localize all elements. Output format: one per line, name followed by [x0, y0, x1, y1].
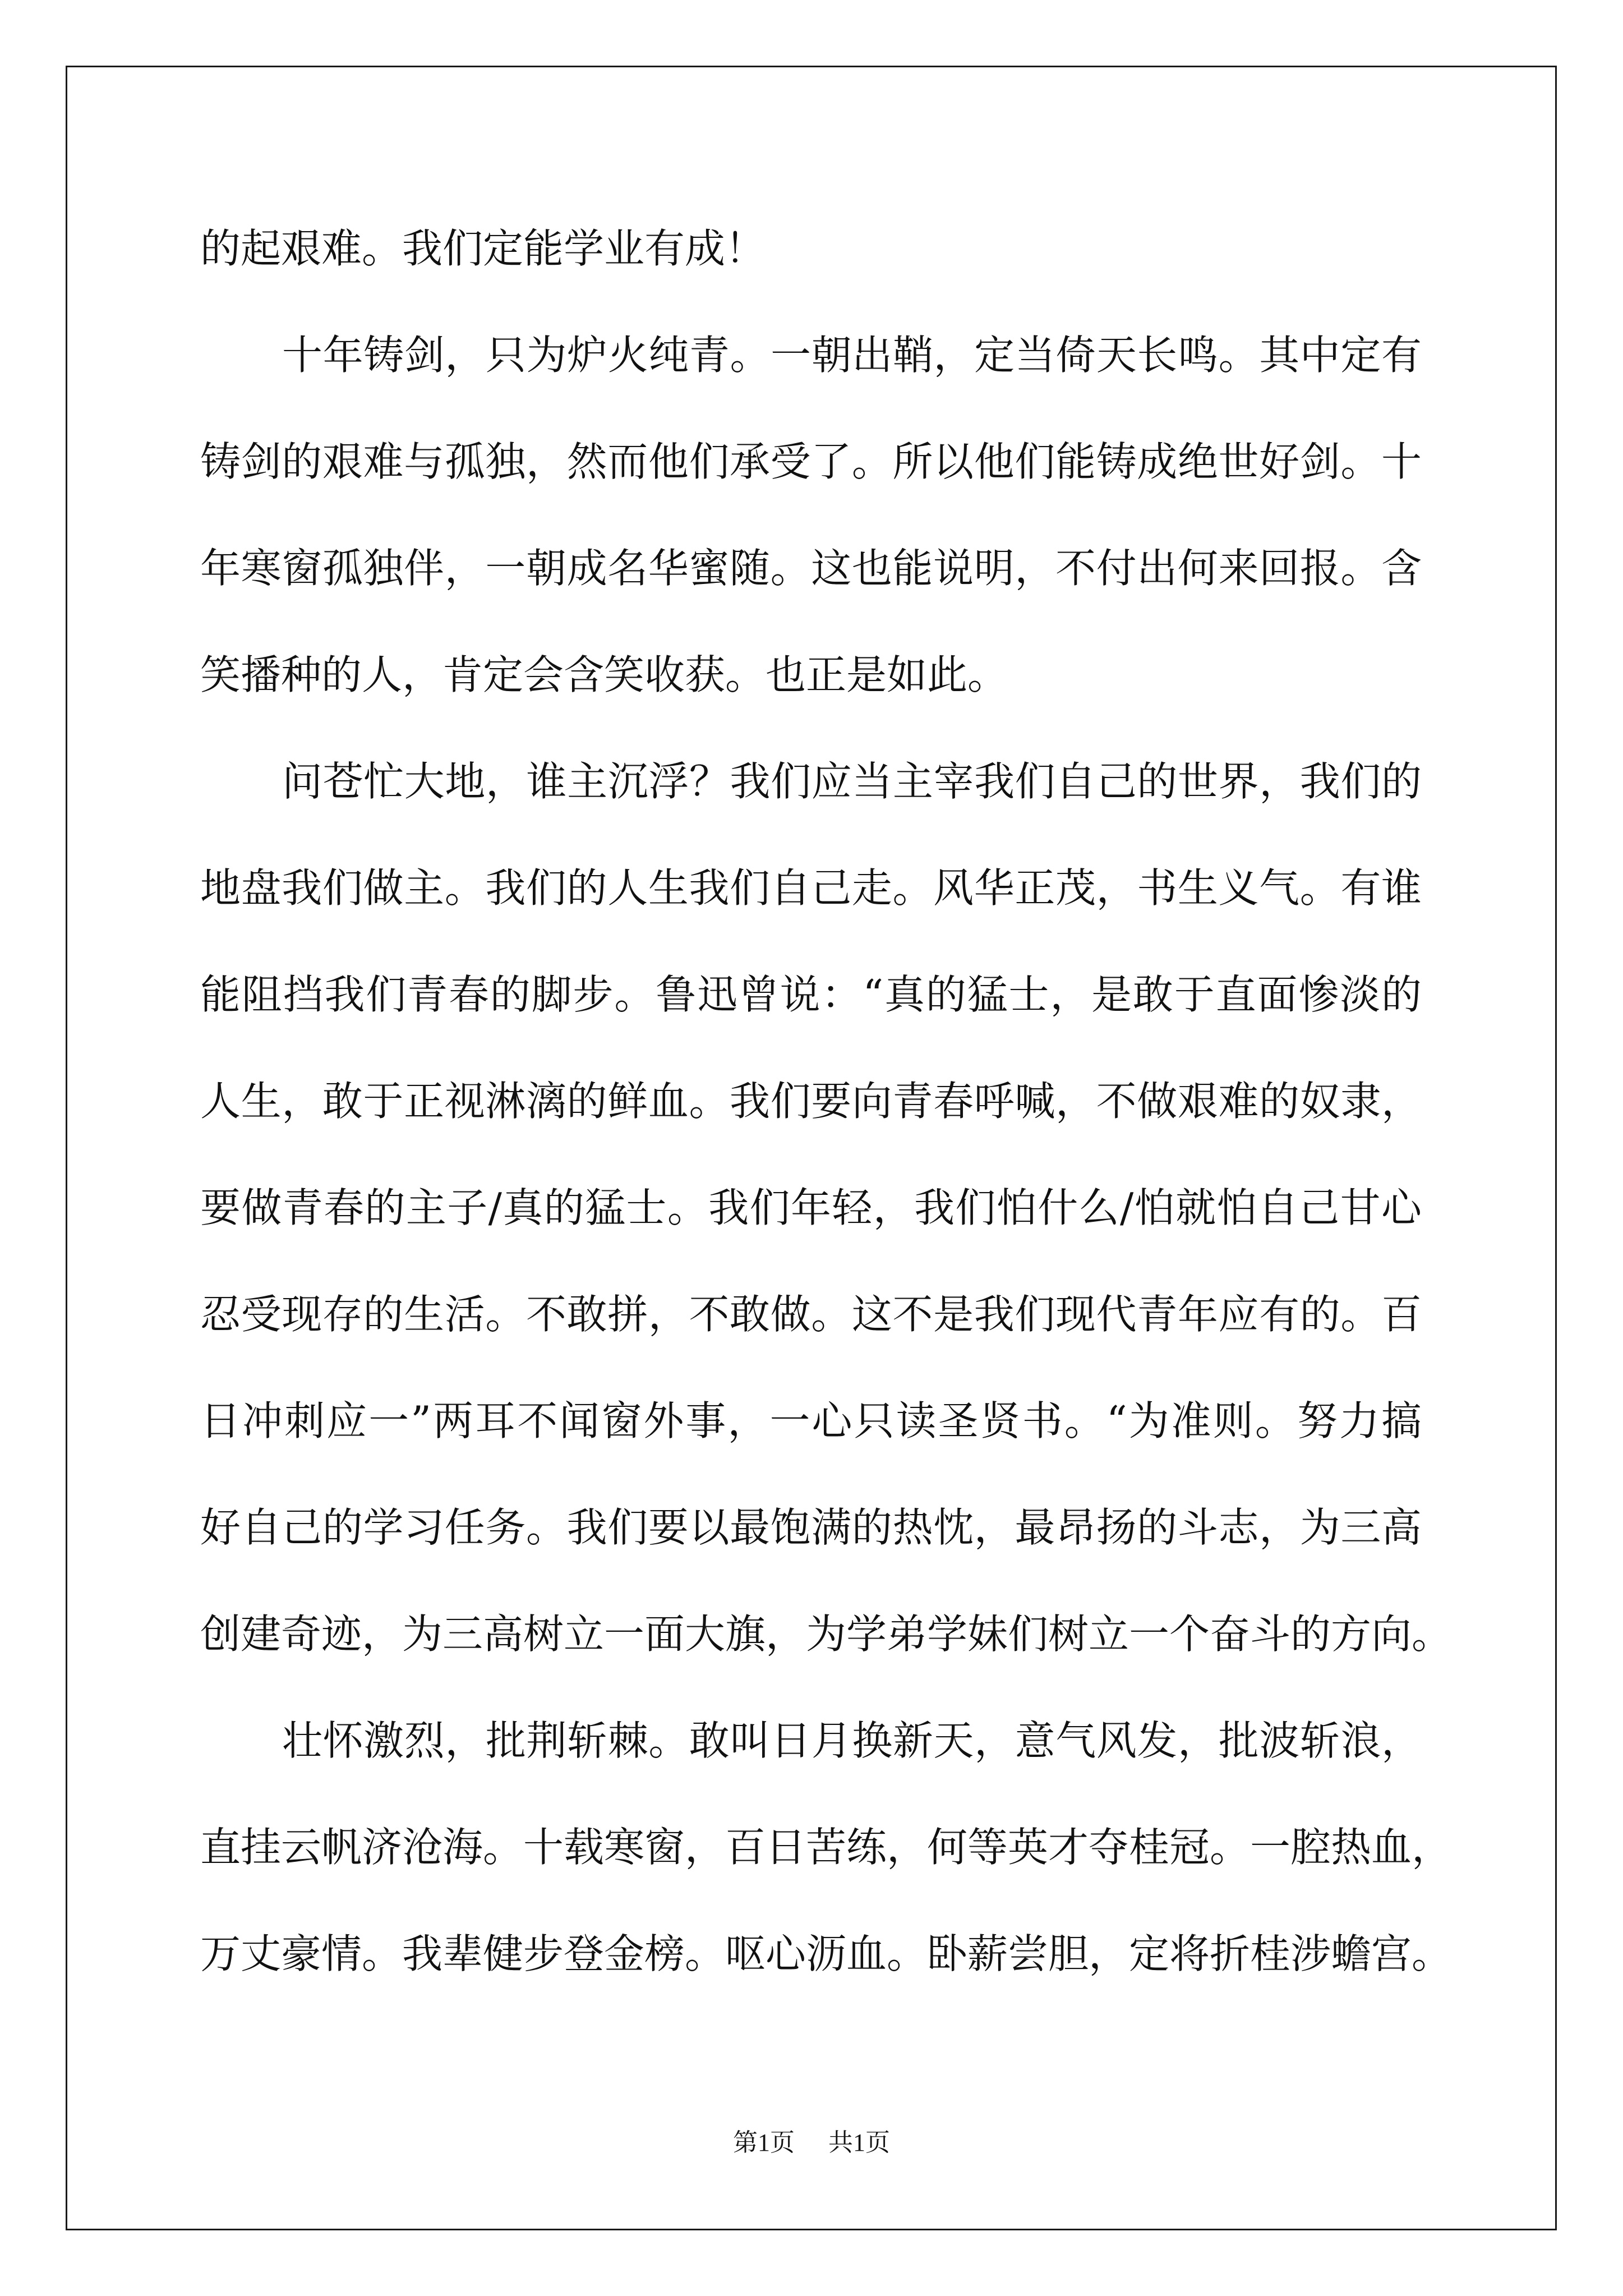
paragraph-youth: [200, 728, 1453, 1687]
page-total: 共1页: [828, 2129, 890, 2156]
paragraph-sword: [200, 302, 1422, 728]
document-body: [200, 195, 1453, 2007]
text-line: 十年铸剑，只为炉火纯青。一朝出鞘，定当倚天长鸣。其中定有: [282, 332, 1422, 379]
page-footer: [0, 2126, 1623, 2160]
text-line: 日冲刺应一”两耳不闻窗外事，一心只读圣贤书。“为准则。努力搞: [200, 1397, 1422, 1444]
text-line: 能阻挡我们青春的脚步。鲁迅曾说：“真的猛士，是敢于直面惨淡的: [200, 971, 1422, 1018]
text-line: 直挂云帆济沧海。十载寒窗，百日苦练，何等英才夺桂冠。一腔热血，: [200, 1824, 1453, 1871]
text-line: 万丈豪情。我辈健步登金榜。呕心沥血。卧薪尝胆，定将折桂涉蟾宫。: [200, 1930, 1453, 1977]
text-line: 要做青春的主子/真的猛士。我们年轻，我们怕什么/怕就怕自己甘心: [200, 1184, 1422, 1231]
text-line: 忍受现存的生活。不敢拼，不敢做。这不是我们现代青年应有的。百: [200, 1291, 1422, 1338]
text-line: 好自己的学习任务。我们要以最饱满的热忱，最昂扬的斗志，为三高: [200, 1504, 1422, 1551]
text-line: 地盘我们做主。我们的人生我们自己走。风华正茂，书生义气。有谁: [200, 864, 1422, 912]
paragraph-ambition: [200, 1687, 1453, 2007]
text-line: 问苍忙大地，谁主沉浮？我们应当主宰我们自己的世界，我们的: [282, 758, 1422, 805]
text-line: 年寒窗孤独伴，一朝成名华蜜随。这也能说明，不付出何来回报。含: [200, 545, 1422, 592]
page-number: 第1页: [733, 2129, 795, 2156]
text-line: 创建奇迹，为三高树立一面大旗，为学弟学妹们树立一个奋斗的方向。: [200, 1611, 1453, 1658]
text-line: 笑播种的人，肯定会含笑收获。也正是如此。: [200, 651, 1008, 698]
paragraph-continued: [200, 195, 1422, 302]
text-line: 的起艰难。我们定能学业有成！: [200, 225, 766, 272]
text-line: 铸剑的艰难与孤独，然而他们承受了。所以他们能铸成绝世好剑。十: [200, 438, 1422, 485]
text-line: 壮怀激烈，批荆斩棘。敢叫日月换新天，意气风发，批波斩浪，: [282, 1717, 1422, 1764]
text-line: 人生，敢于正视淋漓的鲜血。我们要向青春呼喊，不做艰难的奴隶，: [200, 1078, 1422, 1125]
